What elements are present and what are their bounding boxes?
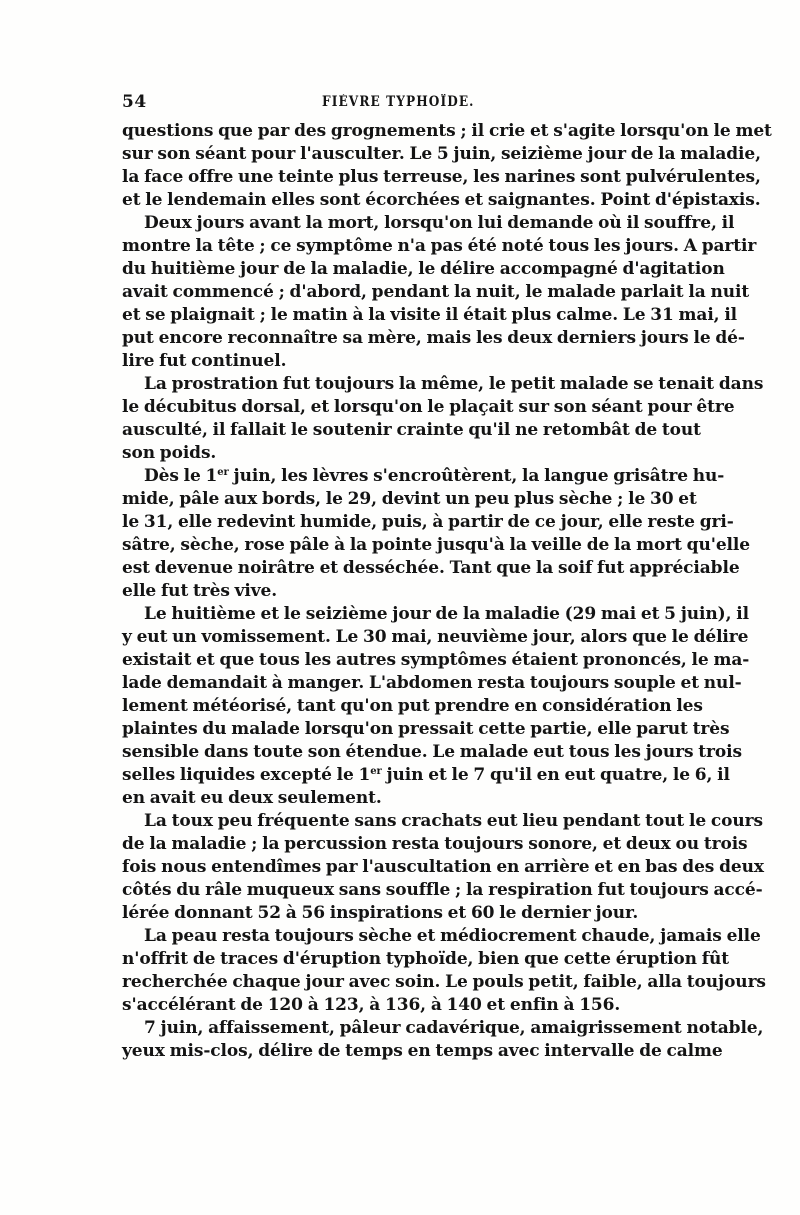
text-line: est devenue noirâtre et desséchée. Tant que la soif fut appréciable: [122, 558, 740, 578]
page-number: 54: [122, 92, 147, 112]
text-line: lement météorisé, tant qu'on put prendre en considération les: [122, 696, 703, 716]
text-line: plaintes du malade lorsqu'on pressait cette partie, elle parut très: [122, 719, 730, 739]
text-line: lire fut continuel.: [122, 351, 287, 371]
text-line: elle fut très vive.: [122, 581, 278, 601]
text-line: fois nous entendîmes par l'auscultation en arrière et en bas des deux: [122, 857, 764, 877]
text-line: et le lendemain elles sont écorchées et saignantes. Point d'épistaxis.: [122, 190, 761, 210]
text-line: du huitième jour de la maladie, le délire accompagné d'agitation: [122, 259, 725, 279]
text-line: lérée donnant 52 à 56 inspirations et 60 le dernier jour.: [122, 903, 639, 923]
text-line: en avait eu deux seulement.: [122, 788, 382, 808]
running-header: [122, 92, 678, 114]
text-line: la face offre une teinte plus terreuse, les narines sont pulvérulentes,: [122, 167, 761, 187]
text-line: sensible dans toute son étendue. Le malade eut tous les jours trois: [122, 742, 742, 762]
text-line: y eut un vomissement. Le 30 mai, neuvième jour, alors que le délire: [122, 627, 749, 647]
text-line: mide, pâle aux bords, le 29, devint un peu plus sèche ; le 30 et: [122, 489, 697, 509]
text-line: La toux peu fréquente sans crachats eut lieu pendant tout le cours: [144, 811, 763, 831]
text-line: côtés du râle muqueux sans souffle ; la respiration fut toujours accé-: [122, 880, 763, 900]
text-line: et se plaignait ; le matin à la visite il était plus calme. Le 31 mai, il: [122, 305, 738, 325]
text-line: lade demandait à manger. L'abdomen resta toujours souple et nul-: [122, 673, 742, 693]
text-line: s'accélérant de 120 à 123, à 136, à 140 et enfin à 156.: [122, 995, 621, 1015]
text-line: n'offrit de traces d'éruption typhoïde, bien que cette éruption fût: [122, 949, 729, 969]
text-line: le 31, elle redevint humide, puis, à partir de ce jour, elle reste gri-: [122, 512, 734, 532]
running-title: FIÈVRE TYPHOÏDE.: [322, 94, 475, 110]
ordinal-superscript: er: [370, 766, 382, 777]
text-line: sur son séant pour l'ausculter. Le 5 juin, seizième jour de la maladie,: [122, 144, 761, 164]
text-line: ausculté, il fallait le soutenir crainte qu'il ne retombât de tout: [122, 420, 701, 440]
text-line: montre la tête ; ce symptôme n'a pas été noté tous les jours. A partir: [122, 236, 757, 256]
text-line: existait et que tous les autres symptômes étaient prononcés, le ma-: [122, 650, 750, 670]
text-line: le décubitus dorsal, et lorsqu'on le plaçait sur son séant pour être: [122, 397, 735, 417]
text-line: 7 juin, affaissement, pâleur cadavérique, amaigrissement notable,: [144, 1018, 764, 1038]
text-line: questions que par des grognements ; il crie et s'agite lorsqu'on le met: [122, 121, 772, 141]
text-line: avait commencé ; d'abord, pendant la nuit, le malade parlait la nuit: [122, 282, 750, 302]
text-line: selles liquides excepté le 1er juin et le 7 qu'il en eut quatre, le 6, il: [122, 765, 730, 785]
body-text: [122, 120, 772, 1063]
text-line: son poids.: [122, 443, 217, 463]
text-line: de la maladie ; la percussion resta toujours sonore, et deux ou trois: [122, 834, 748, 854]
text-line: Le huitième et le seizième jour de la maladie (29 mai et 5 juin), il: [144, 604, 749, 624]
text-line: recherchée chaque jour avec soin. Le pouls petit, faible, alla toujours: [122, 972, 766, 992]
text-line: yeux mis-clos, délire de temps en temps avec intervalle de calme: [122, 1041, 723, 1061]
text-line: La prostration fut toujours la même, le petit malade se tenait dans: [144, 374, 764, 394]
ordinal-superscript: er: [217, 467, 229, 478]
text-line: sâtre, sèche, rose pâle à la pointe jusqu'à la veille de la mort qu'elle: [122, 535, 750, 555]
text-line: La peau resta toujours sèche et médiocrement chaude, jamais elle: [144, 926, 761, 946]
text-line: put encore reconnaître sa mère, mais les deux derniers jours le dé-: [122, 328, 745, 348]
text-line: Dès le 1er juin, les lèvres s'encroûtèrent, la langue grisâtre hu-: [144, 466, 725, 486]
text-line: Deux jours avant la mort, lorsqu'on lui demande où il souffre, il: [144, 213, 735, 233]
